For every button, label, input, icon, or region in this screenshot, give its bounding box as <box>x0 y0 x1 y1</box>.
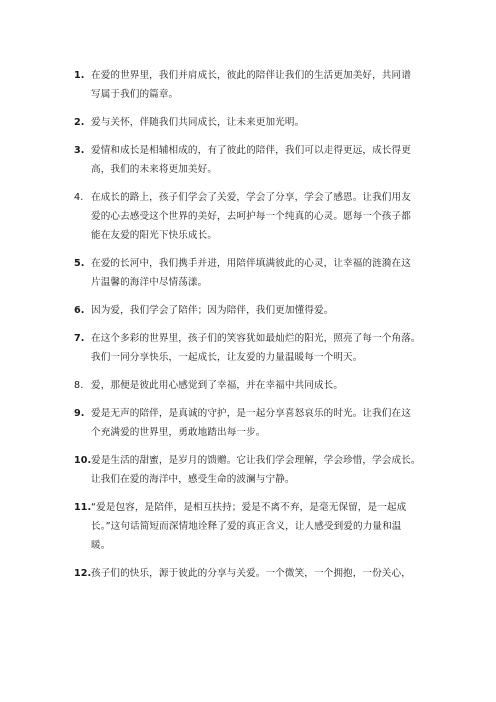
item-number: 12. <box>74 568 92 579</box>
list-item <box>74 301 444 320</box>
item-number: 9. <box>74 408 85 419</box>
item-number: 3. <box>74 145 85 156</box>
item-text-line: 在爱的世界里，我们并肩成长，彼此的陪伴让我们的生活更加美好，共同谱 <box>91 70 411 81</box>
item-number: 7. <box>74 333 85 344</box>
list-item <box>74 66 444 104</box>
list-item <box>74 564 444 583</box>
item-number: 5. <box>74 258 85 269</box>
item-text-line: 片温馨的海洋中尽情荡漾。 <box>91 277 208 288</box>
item-text-line: 写属于我们的篇章。 <box>91 89 179 100</box>
item-text-line: 爱是无声的陪伴，是真诚的守护，是一起分享喜怒哀乐的时光。让我们在这 <box>91 408 411 419</box>
item-text-line: 因为爱，我们学会了陪伴；因为陪伴，我们更加懂得爱。 <box>91 305 334 316</box>
list-item <box>74 254 444 292</box>
item-number: 6. <box>74 305 85 316</box>
item-text-line: 爱的心去感受这个世界的美好，去呵护每一个纯真的心灵。愿每一个孩子都 <box>91 211 411 222</box>
item-number: 11. <box>74 502 92 513</box>
item-number: 2. <box>74 117 85 128</box>
item-text-line: 个充满爱的世界里，勇敢地踏出每一步。 <box>91 427 266 438</box>
list-item <box>74 451 444 489</box>
item-text-line: 我们一同分享快乐，一起成长，让友爱的力量温暖每一个明天。 <box>91 352 363 363</box>
list-item <box>74 404 444 442</box>
item-number: 8. <box>74 380 84 391</box>
item-text-line: 在成长的路上，孩子们学会了关爱，学会了分享，学会了感恩。让我们用友 <box>91 192 411 203</box>
item-text-line: 爱情和成长是相辅相成的，有了彼此的陪伴，我们可以走得更远，成长得更 <box>91 145 411 156</box>
item-number: 10. <box>74 455 92 466</box>
item-text-line: 能在友爱的阳光下快乐成长。 <box>91 230 218 241</box>
item-text-line: 在这个多彩的世界里，孩子们的笑容犹如最灿烂的阳光，照亮了每一个角落。 <box>91 333 421 344</box>
item-number: 4. <box>74 192 84 203</box>
item-text-line: 长。”这句话简短而深情地诠释了爱的真正含义，让人感受到爱的力量和温 <box>91 521 402 532</box>
item-text-line: 暖。 <box>91 540 111 551</box>
list-item <box>74 329 444 367</box>
list-item <box>74 113 444 132</box>
list-item <box>74 376 444 395</box>
item-text-line: 在爱的长河中，我们携手并进，用陪伴填满彼此的心灵，让幸福的涟漪在这 <box>91 258 411 269</box>
item-text-line: “爱是包容，是陪伴，是相互扶持；爱是不离不弃，是毫无保留，是一起成 <box>91 502 407 513</box>
list-item <box>74 141 444 179</box>
list-item <box>74 498 444 555</box>
item-text-line: 爱与关怀，伴随我们共同成长，让未来更加光明。 <box>91 117 305 128</box>
item-text-line: 让我们在爱的海洋中，感受生命的波澜与宁静。 <box>91 474 295 485</box>
item-text-line: 孩子们的快乐，源于彼此的分享与关爱。一个微笑，一个拥抱，一份关心， <box>91 568 411 579</box>
list-item <box>74 188 444 245</box>
item-text-line: 爱，那便是彼此用心感觉到了幸福，并在幸福中共同成长。 <box>91 380 344 391</box>
item-text-line: 高，我们的未来将更加美好。 <box>91 164 218 175</box>
item-text-line: 爱是生活的甜蜜，是岁月的馈赠。它让我们学会理解，学会珍惜，学会成长。 <box>91 455 421 466</box>
item-number: 1. <box>74 70 85 81</box>
numbered-list <box>74 66 444 592</box>
